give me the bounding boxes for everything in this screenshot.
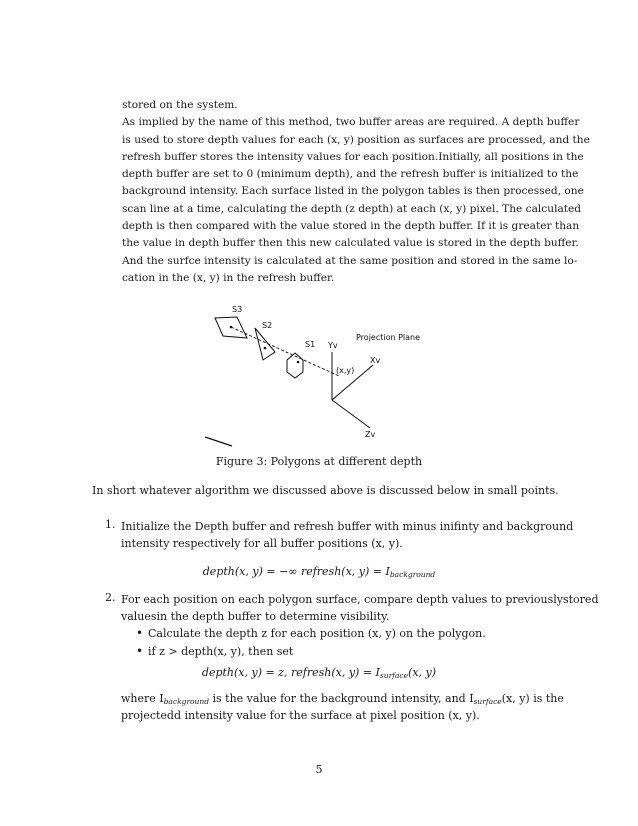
equation-1 [0,565,638,579]
item-2-number: 2. [105,591,116,604]
item-2-text [121,591,599,625]
figure-caption: Figure 3: Polygons at different depth [215,455,423,468]
page-number: 5 [315,763,323,776]
intro-line: And the surfce intensity is calculated at the same position and stored in the same lo- [122,254,578,267]
equation-1-body: depth(x, y) = −∞ refresh(x, y) = I [202,565,390,578]
where-part-1: where I [121,692,164,705]
s2-point [264,347,267,350]
equation-2-body: depth(x, y) = z, refresh(x, y) = I [201,666,380,679]
depth-figure [195,300,435,450]
where-line-1 [121,690,564,707]
s2-label: S2 [262,321,273,330]
yv-label: Yv [328,341,338,350]
where-paragraph [121,690,564,724]
zv-label: Zv [365,430,376,439]
where-sub-background: background [163,697,210,706]
bullet-1-text: Calculate the depth z for each position (x, y) on the polygon. [148,627,486,640]
s2-polygon [255,328,275,360]
intro-line: stored on the system. [122,99,238,111]
intro-line: As implied by the name of this method, two buffer areas are required. A depth buffer [122,116,580,129]
equation-2 [0,666,638,680]
equation-2-args: (x, y) [408,666,437,679]
bullet-point: • [136,626,144,640]
item-2-line: For each position on each polygon surface, compare depth values to previouslystored [121,593,599,606]
where-part-2: is the value for the background intensity, and I [209,692,474,705]
item-1-line: Initialize the Depth buffer and refresh buffer with minus inifinty and background [121,520,574,533]
intro-line: scan line at a time, calculating the depth (z depth) at each (x, y) pixel. The calculated [122,202,582,215]
projection-line [231,327,339,376]
s1-label: S1 [305,340,316,349]
item-1-number: 1. [105,518,116,531]
intro-line: background intensity. Each surface listed in the polygon tables is then processed, one [122,185,584,198]
intro-line: depth is then compared with the value stored in the depth buffer. If it is greater than [122,220,580,233]
intro-line: is used to store depth values for each (x, y) position as surfaces are processed, and the [122,133,590,146]
item-1-text [121,518,574,552]
intro-line: refresh buffer stores the intensity values for each position.Initially, all positions in the [122,150,584,163]
bullet-2-text: if z > depth(x, y), then set [148,645,294,658]
projection-plane-label: Projection Plane [356,333,421,342]
item-2-line: valuesin the depth buffer to determine visibility. [121,610,390,623]
s3-label: S3 [232,305,243,314]
intro-line: cation in the (x, y) in the refresh buffer. [122,271,335,284]
bullet-point: • [136,644,144,658]
intro-line: the value in depth buffer then this new calculated value is stored in the depth buffer. [122,237,579,250]
s1-point [297,361,300,364]
item-1-line: intensity respectively for all buffer positions (x, y). [121,537,403,550]
xy-label: (x,y) [336,366,355,375]
xv-label: Xv [370,356,381,365]
stray-stroke [205,437,232,446]
where-line-2: projectedd intensity value for the surface at pixel position (x, y). [121,709,480,722]
equation-2-subscript: surface [379,671,409,680]
where-part-3: (x, y) is the [501,692,564,705]
intro-paragraph [122,97,590,287]
polygons-diagram [195,300,435,450]
summary-sentence: In short whatever algorithm we discussed above is discussed below in small points. [92,484,559,497]
s1-polygon [287,353,303,378]
zv-axis [332,400,370,428]
intro-line: depth buffer are set to 0 (minimum depth), and the refresh buffer is initialized to the [122,168,579,181]
equation-1-subscript: background [389,570,436,579]
where-sub-surface: surface [473,697,502,706]
